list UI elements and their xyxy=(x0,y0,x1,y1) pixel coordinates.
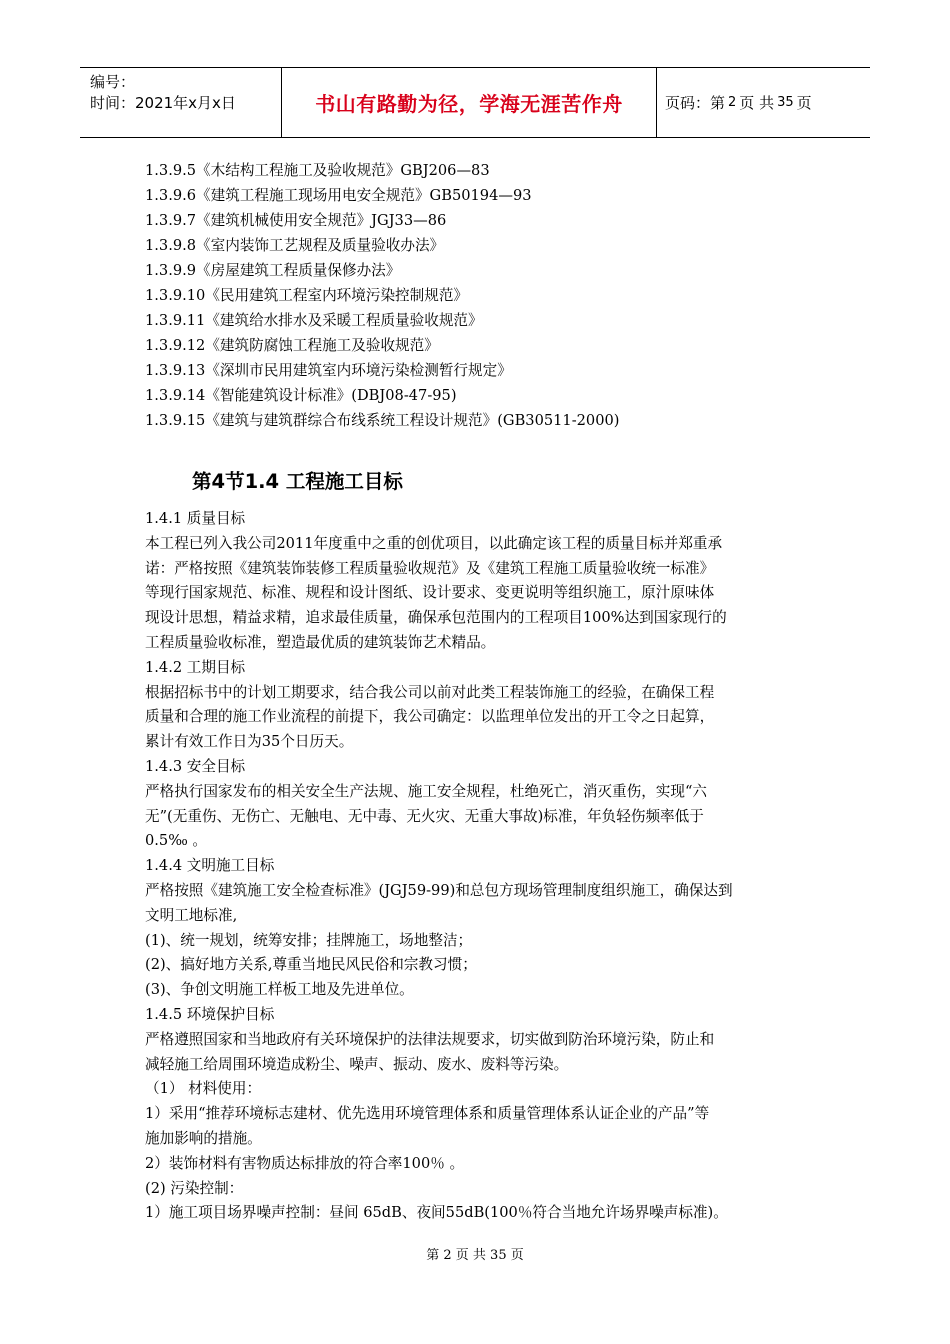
document-number-label: 编号： xyxy=(90,73,136,91)
body-line: 质量和合理的施工作业流程的前提下，我公司确定：以监理单位发出的开工令之日起算， xyxy=(145,708,715,726)
subsection-heading: 1.4.1 质量目标 xyxy=(145,510,246,527)
body-line: 文明工地标准, xyxy=(145,906,238,924)
reference-item: 1.3.9.7《建筑机械使用安全规范》JGJ33—86 xyxy=(145,212,447,229)
subsection-heading: 1.4.5 环境保护目标 xyxy=(145,1005,275,1023)
body-line: 工程质量验收标准，塑造最优质的建筑装饰艺术精品。 xyxy=(145,633,496,651)
list-item: (2) 污染控制： xyxy=(145,1179,244,1197)
reference-item: 1.3.9.9《房屋建筑工程质量保修办法》 xyxy=(145,262,401,279)
list-item: (2)、搞好地方关系,尊重当地民风民俗和宗教习惯； xyxy=(145,956,477,974)
page-header xyxy=(80,67,870,138)
body-line: 施加影响的措施。 xyxy=(145,1129,262,1147)
subsection-heading: 1.4.3 安全目标 xyxy=(145,757,246,775)
reference-item: 1.3.9.11《建筑给水排水及采暖工程质量验收规范》 xyxy=(145,312,483,329)
reference-item: 1.3.9.14《智能建筑设计标准》(DBJ08-47-95) xyxy=(145,387,457,404)
body-line: 无”(无重伤、无伤亡、无触电、无中毒、无火灾、无重大事故)标准，年负轻伤频率低于 xyxy=(145,807,704,825)
page-current: 2 xyxy=(728,95,737,110)
header-meta xyxy=(80,68,282,137)
body-line: 等现行国家规范、标准、规程和设计图纸、设计要求、变更说明等组织施工，原汁原味体 xyxy=(145,584,715,602)
reference-item: 1.3.9.10《民用建筑工程室内环境污染控制规范》 xyxy=(145,287,469,304)
list-item: （1） 材料使用： xyxy=(145,1080,262,1098)
subsection-heading: 1.4.4 文明施工目标 xyxy=(145,857,275,875)
header-motto: 书山有路勤为径，学海无涯苦作舟 xyxy=(282,68,657,137)
reference-item: 1.3.9.8《室内装饰工艺规程及质量验收办法》 xyxy=(145,237,445,254)
subsection-heading: 1.4.2 工期目标 xyxy=(145,658,246,676)
body-line: 减轻施工给周围环境造成粉尘、噪声、振动、废水、废料等污染。 xyxy=(145,1055,569,1073)
section-body xyxy=(145,507,815,1226)
body-line: 严格执行国家发布的相关安全生产法规、施工安全规程，杜绝死亡，消灭重伤，实现“六 xyxy=(145,782,708,800)
reference-item: 1.3.9.15《建筑与建筑群综合布线系统工程设计规范》(GB30511-2000) xyxy=(145,412,620,429)
list-item: (3)、争创文明施工样板工地及先进单位。 xyxy=(145,981,414,999)
reference-item: 1.3.9.6《建筑工程施工现场用电安全规范》GB50194—93 xyxy=(145,187,532,204)
body-line: 严格遵照国家和当地政府有关环境保护的法律法规要求，切实做到防治环境污染，防止和 xyxy=(145,1030,715,1048)
body-line: 现设计思想，精益求精，追求最佳质量，确保承包范围内的工程项目100%达到国家现行的 xyxy=(145,609,727,627)
section-title: 第4节1.4 工程施工目标 xyxy=(192,470,403,493)
header-page-info xyxy=(657,68,870,137)
reference-item: 1.3.9.13《深圳市民用建筑室内环境污染检测暂行规定》 xyxy=(145,362,512,379)
reference-item: 1.3.9.12《建筑防腐蚀工程施工及验收规范》 xyxy=(145,337,439,354)
page-total: 35 xyxy=(777,95,794,110)
list-item: (1)、统一规划，统筹安排；挂牌施工，场地整洁； xyxy=(145,931,473,949)
page-suffix: 页 xyxy=(796,94,812,112)
body-line: 本工程已列入我公司2011年度重中之重的创优项目，以此确定该工程的质量目标并郑重承 xyxy=(145,534,723,552)
document-date: 时间：2021年x月x日 xyxy=(90,94,236,112)
body-line: 诺：严格按照《建筑装饰装修工程质量验收规范》及《建筑工程施工质量验收统一标准》 xyxy=(145,559,715,577)
body-line: 2）装饰材料有害物质达标排放的符合率100％ 。 xyxy=(145,1154,465,1172)
body-line: 1）施工项目场界噪声控制：昼间 65dB、夜间55dB(100％符合当地允许场界噪声标准)。 xyxy=(145,1204,728,1222)
body-line: 严格按照《建筑施工安全检查标准》(JGJ59-99)和总包方现场管理制度组织施工，确保达到 xyxy=(145,881,733,899)
page-mid: 页 共 xyxy=(739,94,775,112)
body-line: 0.5‰ 。 xyxy=(145,832,208,850)
body-line: 根据招标书中的计划工期要求，结合我公司以前对此类工程装饰施工的经验，在确保工程 xyxy=(145,683,715,701)
reference-item: 1.3.9.5《木结构工程施工及验收规范》GBJ206—83 xyxy=(145,162,490,179)
body-line: 1）采用“推荐环境标志建材、优先选用环境管理体系和质量管理体系认证企业的产品”等 xyxy=(145,1105,710,1123)
page-footer: 第 2 页 共 35 页 xyxy=(426,1248,524,1263)
reference-list xyxy=(145,158,815,433)
body-line: 累计有效工作日为35个日历天。 xyxy=(145,733,354,751)
page-prefix: 页码：第 xyxy=(665,94,726,112)
